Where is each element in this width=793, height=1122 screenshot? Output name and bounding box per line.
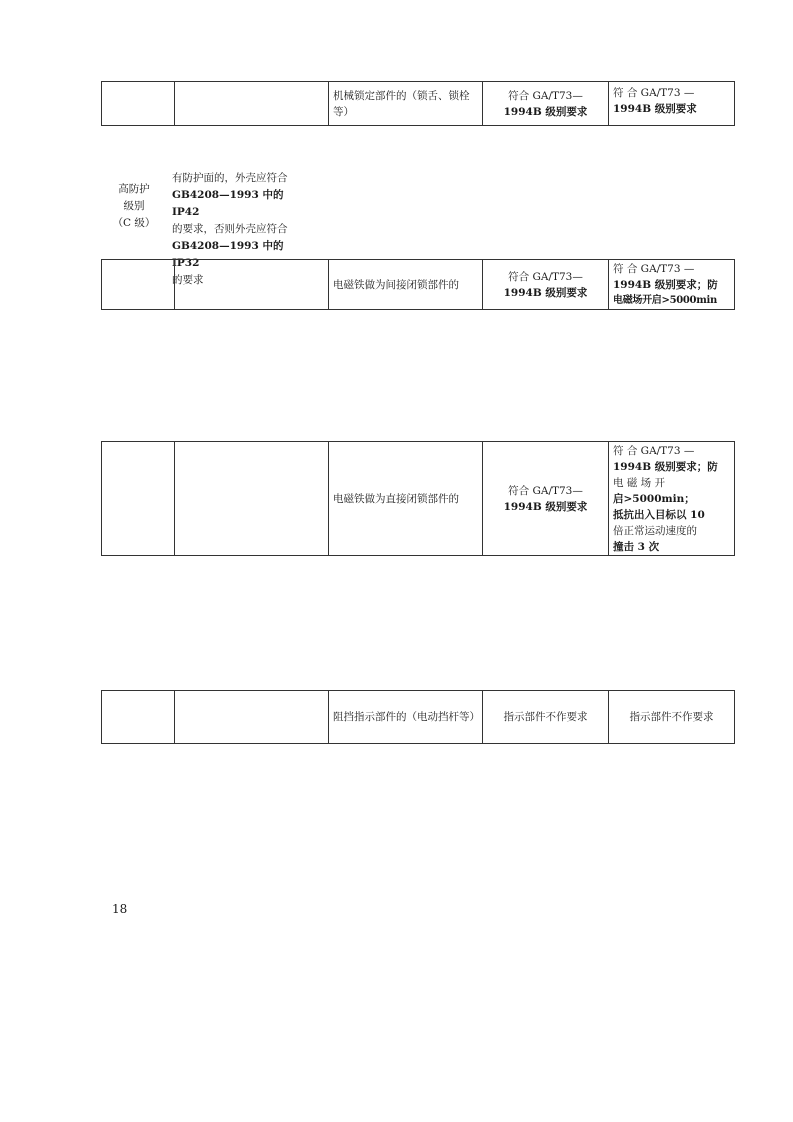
empty-cell: [102, 82, 175, 126]
requirement-cell-b: [483, 442, 609, 556]
requirement-cell-b: [483, 691, 609, 744]
page-number: 18: [112, 902, 128, 916]
requirement-line: 电 磁 场 开: [613, 477, 666, 489]
empty-cell: [175, 82, 329, 126]
requirements-table-row-2: [101, 259, 735, 310]
requirement-cell-b: [483, 82, 609, 126]
requirement-line: 1994B 级别要求；防: [613, 279, 718, 291]
requirement-line: 符 合 GA/T73 —: [613, 87, 695, 99]
part-cell: 电磁铁做为直接闭锁部件的: [329, 442, 483, 556]
requirement-line: 启>5000min；: [613, 493, 695, 505]
requirement-line: 符 合 GA/T73 —: [613, 445, 695, 457]
level-desc-line: GB4208—1993 中的 IP32: [172, 240, 284, 269]
empty-cell: [175, 260, 329, 310]
empty-cell: [175, 442, 329, 556]
requirements-table-row-1: [101, 81, 735, 126]
protection-level-label: [104, 181, 164, 232]
requirement-line: 符合 GA/T73—: [508, 270, 583, 283]
level-label-line: 级别: [123, 200, 145, 212]
requirement-line: 指示部件不作要求: [629, 711, 714, 723]
level-label-line: （C 级）: [112, 217, 156, 229]
requirement-line: 符 合 GA/T73 —: [613, 263, 695, 275]
part-cell: 阻挡指示部件的（电动挡杆等）: [329, 691, 483, 744]
requirement-line: 电磁场开启>5000min: [613, 295, 717, 306]
requirement-line: 1994B 级别要求；防: [613, 461, 718, 473]
requirement-line: 抵抗出入目标以 10: [613, 509, 705, 521]
part-cell: 电磁铁做为间接闭锁部件的: [329, 260, 483, 310]
empty-cell: [102, 691, 175, 744]
requirement-line: 撞击 3 次: [613, 541, 660, 553]
level-desc-line: GB4208—1993 中的 IP42: [172, 189, 284, 218]
level-label-line: 高防护: [118, 183, 150, 195]
requirements-table-row-4: [101, 690, 735, 744]
empty-cell: [102, 442, 175, 556]
requirements-table-row-3: [101, 441, 735, 556]
requirement-line: 1994B 级别要求: [503, 286, 588, 299]
level-desc-line: 的要求，否则外壳应符合: [172, 223, 288, 235]
requirement-cell-c: [609, 260, 735, 310]
requirement-line: 符合 GA/T73—: [508, 484, 583, 497]
requirement-line: 倍正常运动速度的: [613, 525, 697, 537]
requirement-line: 指示部件不作要求: [503, 711, 588, 723]
empty-cell: [175, 691, 329, 744]
requirement-line: 1994B 级别要求: [503, 500, 588, 513]
level-desc-line: 的要求: [172, 274, 204, 286]
requirement-cell-c: [609, 691, 735, 744]
level-desc-line: 有防护面的，外壳应符合: [172, 172, 288, 184]
requirement-cell-b: [483, 260, 609, 310]
requirement-cell-c: [609, 442, 735, 556]
requirement-cell-c: [609, 82, 735, 126]
requirement-line: 1994B 级别要求: [613, 103, 697, 115]
requirement-line: 1994B 级别要求: [503, 105, 588, 118]
empty-cell: [102, 260, 175, 310]
requirement-line: 符合 GA/T73—: [508, 89, 583, 102]
part-cell: 机械锁定部件的（锁舌、锁栓等）: [329, 82, 483, 126]
